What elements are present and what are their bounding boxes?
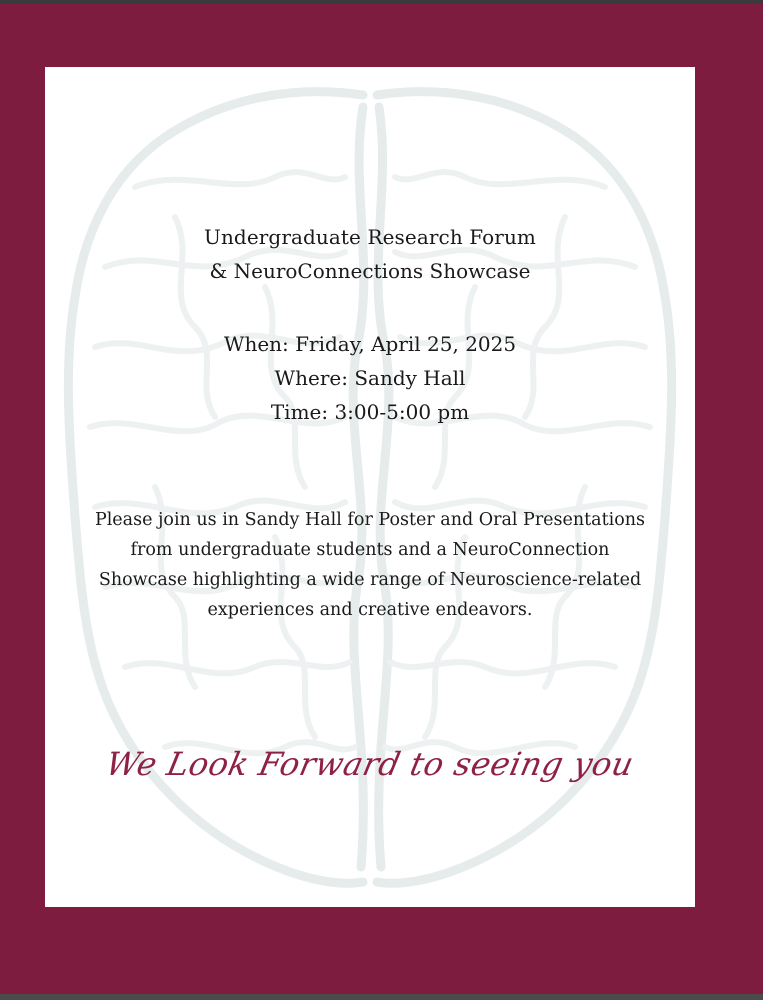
top-edge	[0, 0, 763, 4]
flyer-card	[45, 67, 695, 907]
description-line-1: Please join us in Sandy Hall for Poster and Oral Presentations	[94, 510, 646, 530]
event-location: Where: Sandy Hall	[274, 366, 466, 390]
event-title-line-2: & NeuroConnections Showcase	[209, 259, 531, 283]
event-date: When: Friday, April 25, 2025	[223, 332, 517, 356]
description-line-2: from undergraduate students and a NeuroConnection	[130, 540, 610, 560]
event-time: Time: 3:00-5:00 pm	[270, 400, 470, 424]
closing-script-text: We Look Forward to seeing you	[102, 745, 638, 783]
description-line-3: Showcase highlighting a wide range of Neuroscience-related	[98, 570, 642, 590]
event-title-line-1: Undergraduate Research Forum	[203, 225, 536, 249]
bottom-edge	[0, 994, 763, 1000]
description-line-4: experiences and creative endeavors.	[207, 600, 533, 620]
